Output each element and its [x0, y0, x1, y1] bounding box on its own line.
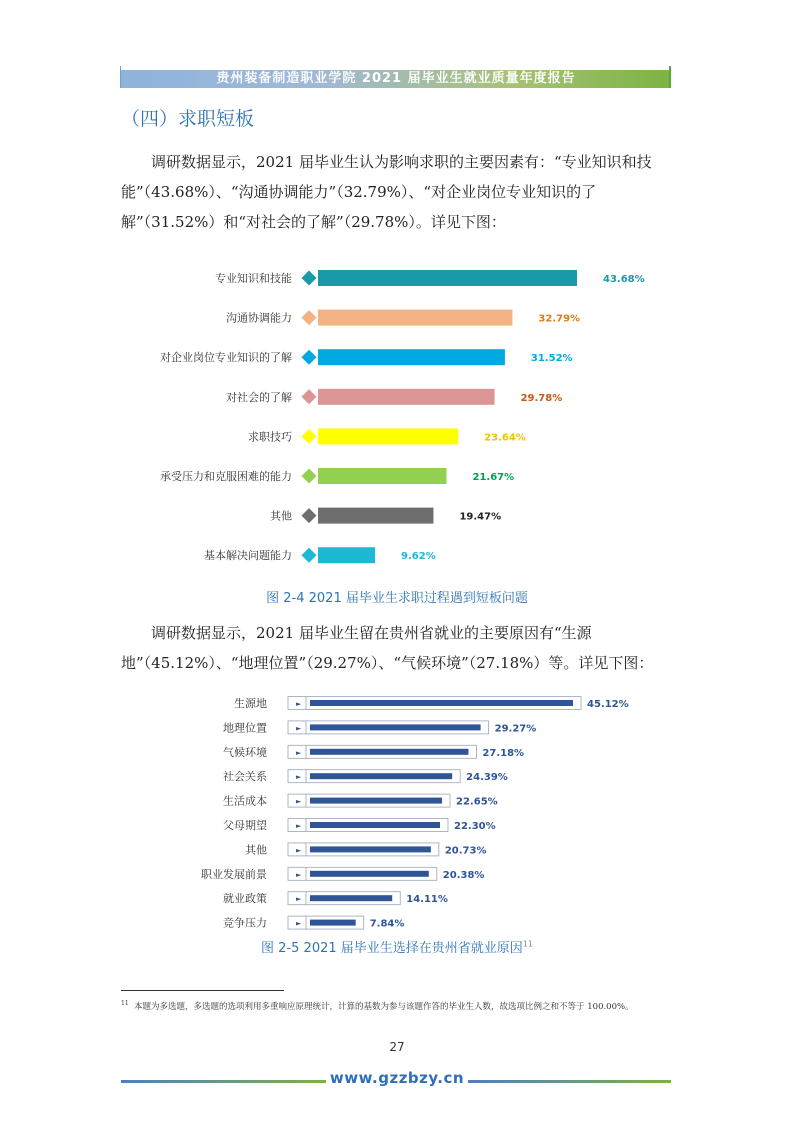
chart1-category-label: 对企业岗位专业知识的了解 — [160, 351, 292, 365]
chart2-bar — [310, 798, 442, 804]
figure-2-5-caption-text: 图 2-5 2021 届毕业生选择在贵州省就业原因 — [261, 941, 523, 956]
chart2-arrow-marker: ► — [296, 773, 302, 782]
chart2-bar — [310, 773, 452, 779]
footer-line-right — [468, 1080, 671, 1083]
chart1-data-label: 21.67% — [472, 472, 515, 483]
chart2-bar — [310, 920, 356, 926]
footnote-ref[interactable]: 11 — [522, 939, 533, 949]
chart1-data-label: 29.78% — [520, 392, 563, 404]
chart2-arrow-marker: ► — [296, 822, 302, 830]
footnote-text: 本题为多选题，多选题的选项利用多重响应原理统计，计算的基数为参与该题作答的毕业生人数，故选项比例之和不等于 100.00%。 — [134, 1001, 634, 1012]
chart1-data-label: 19.47% — [459, 511, 502, 523]
paragraph-stay-reasons: 调研数据显示，2021 届毕业生留在贵州省就业的主要原因有“生源地”（45.12%）、“地理位置”（29.27%）、“气候环境”（27.18%）等。详见下图： — [121, 624, 654, 672]
footer-url[interactable]: www.gzzbzy.cn — [329, 1069, 465, 1087]
figure-2-4-caption: 图 2-4 2021 届毕业生求职过程遇到短板问题 — [266, 591, 528, 606]
chart2-bar — [310, 871, 429, 877]
chart2-arrow-marker: ► — [296, 895, 302, 904]
chart1-category-label: 对社会的了解 — [226, 390, 292, 404]
chart2-bar — [310, 724, 481, 730]
footnote — [121, 997, 673, 1014]
chart2-data-label: 7.84% — [369, 918, 405, 930]
chart2-category-label: 气候环境 — [223, 745, 267, 759]
chart1-data-label: 31.52% — [530, 353, 573, 365]
chart2-arrow-marker: ► — [296, 870, 302, 879]
chart1-category-label: 其他 — [270, 509, 292, 523]
chart2-arrow-marker: ► — [296, 846, 302, 855]
chart2-arrow-marker: ► — [296, 700, 302, 708]
chart2-arrow-marker: ► — [296, 919, 302, 928]
chart2-category-label: 竞争压力 — [223, 916, 267, 930]
chart1-data-label: 9.62% — [401, 551, 436, 563]
chart2-bar — [310, 749, 468, 755]
chart1-category-label: 基本解决问题能力 — [204, 549, 292, 563]
chart1-data-label: 23.64% — [484, 432, 526, 444]
chart2-category-label: 地理位置 — [223, 721, 267, 735]
chart2-data-label: 22.65% — [456, 796, 498, 808]
chart2-data-label: 22.30% — [453, 821, 496, 832]
chart1-category-label: 承受压力和克服困难的能力 — [160, 470, 292, 483]
chart2-bar — [310, 700, 573, 706]
chart2-data-label: 14.11% — [406, 894, 448, 906]
chart2-category-label: 生活成本 — [223, 794, 267, 808]
chart1-category-label: 沟通协调能力 — [226, 311, 292, 325]
chart2-arrow-marker: ► — [296, 797, 302, 806]
chart1-data-label: 32.79% — [538, 313, 581, 325]
section-title: （四）求职短板 — [121, 108, 255, 130]
chart1-category-label: 求职技巧 — [248, 430, 292, 444]
chart1-category-label: 专业知识和技能 — [215, 272, 292, 285]
figure-2-5-caption — [0, 937, 794, 956]
chart2-category-label: 社会关系 — [223, 770, 267, 784]
chart2-category-label: 其他 — [245, 843, 267, 857]
chart2-category-label: 生源地 — [234, 697, 267, 710]
chart2-data-label: 45.12% — [587, 699, 629, 710]
chart2-category-label: 职业发展前景 — [201, 867, 267, 881]
paragraph-job-shortcomings: 调研数据显示，2021 届毕业生认为影响求职的主要因素有：“专业知识和技能”（43.68%）、“沟通协调能力”（32.79%）、“对企业岗位专业知识的了解”（31.52%）和“对社会的了解”（29.78%）。详见下图： — [121, 153, 652, 231]
chart2-data-label: 27.18% — [482, 747, 525, 759]
chart2-data-label: 24.39% — [466, 772, 508, 784]
chart1-data-label: 43.68% — [603, 274, 645, 285]
report-header-title: 贵州装备制造职业学院 2021 届毕业生就业质量年度报告 — [216, 71, 576, 86]
footnote-number: 11 — [121, 1000, 129, 1007]
footnote-divider — [121, 990, 284, 991]
chart2-bar — [310, 822, 440, 828]
chart2-data-label: 20.38% — [442, 869, 485, 881]
chart2-arrow-marker: ► — [296, 724, 302, 733]
chart2-arrow-marker: ► — [296, 748, 302, 757]
chart2-category-label: 父母期望 — [223, 819, 267, 832]
chart2-bar — [310, 895, 392, 901]
chart2-bar — [310, 846, 431, 852]
page-number: 27 — [389, 1040, 405, 1054]
chart2-data-label: 29.27% — [494, 723, 537, 735]
chart2-data-label: 20.73% — [444, 845, 487, 857]
chart2-category-label: 就业政策 — [223, 892, 267, 906]
